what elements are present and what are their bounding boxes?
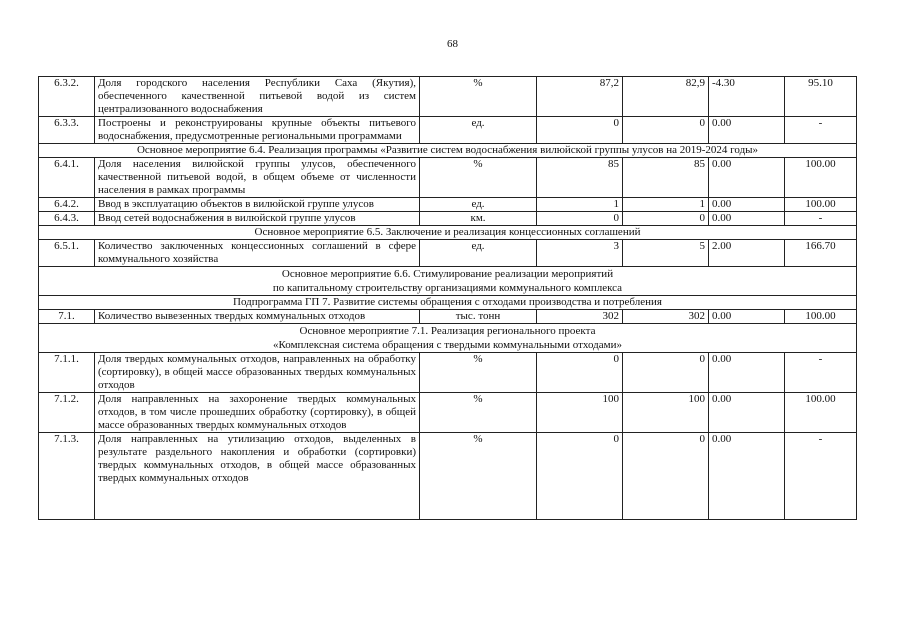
- actual-value: 1: [623, 198, 709, 212]
- indicator-row: [39, 310, 857, 324]
- indicator-description: Количество заключенных концессионных соглашений в сфере коммунального хозяйства: [95, 240, 420, 267]
- unit-of-measure: %: [420, 158, 537, 198]
- indicator-code: 7.1.2.: [39, 393, 95, 433]
- deviation-value: 0.00: [709, 310, 785, 324]
- indicator-row: [39, 353, 857, 393]
- planned-value: 3: [537, 240, 623, 267]
- planned-value: 302: [537, 310, 623, 324]
- indicator-description: Построены и реконструированы крупные объекты питьевого водоснабжения, предусмотренные региональными программами: [95, 117, 420, 144]
- section-heading-line: Основное мероприятие 7.1. Реализация регионального проекта: [299, 325, 596, 337]
- indicator-description: Доля направленных на утилизацию отходов, выделенных в результате раздельного накопления и обработки (сортировки) твердых коммунальных отходов, в общей массе образованных твердых коммунальных отходов: [95, 433, 420, 520]
- actual-value: 0: [623, 353, 709, 393]
- planned-value: 0: [537, 212, 623, 226]
- unit-of-measure: %: [420, 77, 537, 117]
- indicator-code: 6.4.1.: [39, 158, 95, 198]
- indicator-code: 6.4.3.: [39, 212, 95, 226]
- planned-value: 0: [537, 433, 623, 520]
- deviation-value: 0.00: [709, 198, 785, 212]
- indicator-code: 6.3.2.: [39, 77, 95, 117]
- indicators-table: [38, 76, 857, 520]
- section-heading-row: [39, 324, 857, 353]
- section-heading: [39, 267, 857, 296]
- section-heading-line: Основное мероприятие 6.6. Стимулирование реализации мероприятий: [281, 268, 614, 280]
- deviation-value: 0.00: [709, 433, 785, 520]
- section-heading-row: [39, 144, 857, 158]
- section-heading-line: Основное мероприятие 6.4. Реализация программы «Развитие систем водоснабжения вилюйской группы улусов на 2019-2024 годы»: [136, 144, 759, 156]
- completion-percent: 166.70: [785, 240, 857, 267]
- planned-value: 100: [537, 393, 623, 433]
- completion-percent: 100.00: [785, 310, 857, 324]
- completion-percent: -: [785, 353, 857, 393]
- deviation-value: 0.00: [709, 212, 785, 226]
- indicator-description: Доля населения вилюйской группы улусов, обеспеченного качественной питьевой водой, в общем объеме от численности населения в рамках программы: [95, 158, 420, 198]
- deviation-value: 2.00: [709, 240, 785, 267]
- unit-of-measure: %: [420, 433, 537, 520]
- unit-of-measure: ед.: [420, 198, 537, 212]
- completion-percent: -: [785, 212, 857, 226]
- indicator-code: 7.1.1.: [39, 353, 95, 393]
- completion-percent: 100.00: [785, 198, 857, 212]
- section-heading-row: [39, 226, 857, 240]
- completion-percent: 100.00: [785, 393, 857, 433]
- actual-value: 0: [623, 433, 709, 520]
- indicator-code: 6.5.1.: [39, 240, 95, 267]
- actual-value: 100: [623, 393, 709, 433]
- indicator-description: Количество вывезенных твердых коммунальных отходов: [95, 310, 420, 324]
- actual-value: 85: [623, 158, 709, 198]
- indicator-description: Ввод сетей водоснабжения в вилюйской группе улусов: [95, 212, 420, 226]
- deviation-value: 0.00: [709, 353, 785, 393]
- unit-of-measure: %: [420, 353, 537, 393]
- deviation-value: 0.00: [709, 393, 785, 433]
- indicators-table-body: [39, 77, 857, 520]
- section-heading: [39, 226, 857, 240]
- indicator-row: [39, 77, 857, 117]
- planned-value: 0: [537, 353, 623, 393]
- indicator-description: Доля городского населения Республики Саха (Якутия), обеспеченного качественной питьевой водой из систем централизованного водоснабжения: [95, 77, 420, 117]
- indicator-code: 6.3.3.: [39, 117, 95, 144]
- deviation-value: 0.00: [709, 158, 785, 198]
- indicator-description: Доля направленных на захоронение твердых коммунальных отходов, в том числе прошедших обработку (сортировку), в общей массе образованных твердых коммунальных отходов: [95, 393, 420, 433]
- actual-value: 5: [623, 240, 709, 267]
- unit-of-measure: %: [420, 393, 537, 433]
- actual-value: 302: [623, 310, 709, 324]
- planned-value: 87,2: [537, 77, 623, 117]
- completion-percent: 100.00: [785, 158, 857, 198]
- indicator-row: [39, 158, 857, 198]
- indicator-row: [39, 198, 857, 212]
- actual-value: 82,9: [623, 77, 709, 117]
- section-heading-line: Основное мероприятие 6.5. Заключение и реализация концессионных соглашений: [254, 226, 641, 238]
- deviation-value: -4.30: [709, 77, 785, 117]
- section-heading-line: «Комплексная система обращения с твердыми коммунальными отходами»: [273, 339, 622, 351]
- section-heading: [39, 324, 857, 353]
- unit-of-measure: ед.: [420, 240, 537, 267]
- planned-value: 0: [537, 117, 623, 144]
- section-heading-row: [39, 296, 857, 310]
- section-heading-row: [39, 267, 857, 296]
- indicator-code: 6.4.2.: [39, 198, 95, 212]
- indicator-row: [39, 117, 857, 144]
- completion-percent: 95.10: [785, 77, 857, 117]
- indicator-code: 7.1.3.: [39, 433, 95, 520]
- unit-of-measure: км.: [420, 212, 537, 226]
- unit-of-measure: тыс. тонн: [420, 310, 537, 324]
- completion-percent: -: [785, 433, 857, 520]
- indicator-row: [39, 212, 857, 226]
- indicator-code: 7.1.: [39, 310, 95, 324]
- section-heading: [39, 296, 857, 310]
- indicator-description: Доля твердых коммунальных отходов, направленных на обработку (сортировку), в общей массе образованных твердых коммунальных отходов: [95, 353, 420, 393]
- actual-value: 0: [623, 117, 709, 144]
- section-heading-line: Подпрограмма ГП 7. Развитие системы обращения с отходами производства и потребления: [233, 296, 662, 308]
- section-heading: [39, 144, 857, 158]
- actual-value: 0: [623, 212, 709, 226]
- indicator-row: [39, 433, 857, 520]
- page-number: 68: [447, 38, 458, 50]
- unit-of-measure: ед.: [420, 117, 537, 144]
- indicator-row: [39, 240, 857, 267]
- completion-percent: -: [785, 117, 857, 144]
- planned-value: 85: [537, 158, 623, 198]
- indicator-description: Ввод в эксплуатацию объектов в вилюйской группе улусов: [95, 198, 420, 212]
- section-heading-line: по капитальному строительству организациями коммунального комплекса: [272, 282, 623, 294]
- planned-value: 1: [537, 198, 623, 212]
- deviation-value: 0.00: [709, 117, 785, 144]
- indicator-row: [39, 393, 857, 433]
